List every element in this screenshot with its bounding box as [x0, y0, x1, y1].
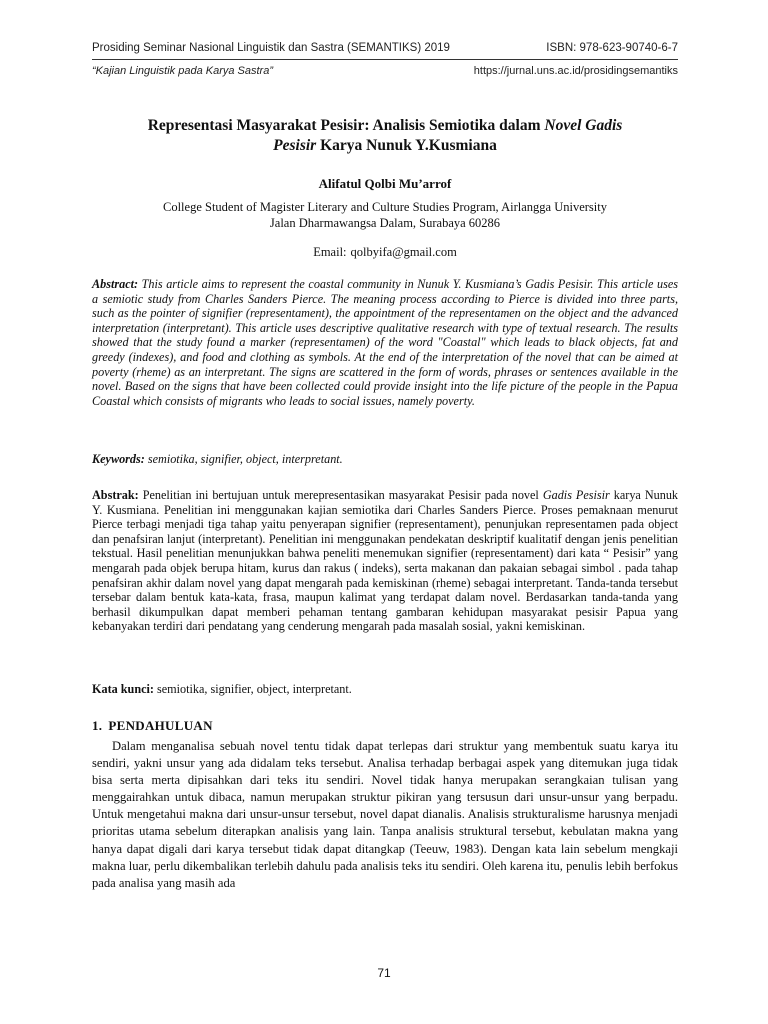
keywords-label: Keywords:: [92, 452, 145, 466]
kata-kunci-label: Kata kunci:: [92, 682, 154, 696]
author-email: [92, 245, 678, 260]
title-text-1: Representasi Masyarakat Pesisir: Analisis Semiotika dalam: [147, 117, 545, 134]
affiliation-line-2: Jalan Dharmawangsa Dalam, Surabaya 60286: [269, 216, 501, 230]
abstract-label: Abstract:: [92, 277, 139, 291]
paper-title: [92, 116, 678, 156]
running-subheader: [92, 65, 678, 77]
abstrak-text-2: karya Nunuk Y. Kusmiana. Penelitian ini menggunakan kajian semiotika dari Charles Sanders Pierce. Proses pemaknaan menurut Pierce terbagi menjadi tiga tahap yaitu penyerapan signifier (representament), penunjukan representamen pada object dan penafsiran lanjut (interpretant). Penelitian ini menggunakan pendekatan deskriptif kualitatif dengan jenis penelitian tekstual. Hasil penelitian menunjukkan bahwa peneliti menemukan signifier (representament) dari kata “ Pesisir” yang mengarah pada objek berupa hitam, kurus dan rakus ( indeks), serta makanan dan pakaian sebagai simbol . pada tahap penafsiran akhir dalam novel yang dapat mengarah pada kemiskinan (rheme) sebagai interpretant. Tanda-tanda tersebut tersebar dalam bentuk kata-kata, frasa, maupun kalimat yang terdapat dalam novel. Berdasarkan tanda-tanda yang berhasil dikumpulkan dapat memberi pehaman tentang gambaran kehidupan masyarakat pesisir Papua yang kebanyakan terdiri dari pendatang yang cenderung mengarah pada masalah sosial, yakni kemiskinan.: [92, 488, 679, 634]
abstrak-text-1: Penelitian ini bertujuan untuk merepresentasikan masyarakat Pesisir pada novel: [142, 488, 543, 502]
keywords-indonesian: [92, 682, 678, 697]
isbn: ISBN: 978-623-90740-6-7: [546, 42, 678, 54]
section-number: 1.: [92, 718, 103, 733]
proceedings-title: Prosiding Seminar Nasional Linguistik dan Sastra (SEMANTIKS) 2019: [92, 42, 450, 54]
email-label: Email:: [313, 245, 347, 259]
running-header: [92, 42, 678, 54]
email-address[interactable]: qolbyifa@gmail.com: [350, 245, 457, 259]
author-affiliation: [92, 199, 678, 231]
keywords-english: [92, 452, 678, 467]
abstrak-label: Abstrak:: [92, 488, 139, 502]
abstrak-italic: Gadis Pesisir: [542, 488, 610, 502]
header-rule: [92, 59, 678, 60]
section-heading: [92, 718, 678, 734]
affiliation-line-1: College Student of Magister Literary and Culture Studies Program, Airlangga University: [162, 200, 607, 214]
abstract-text: This article aims to represent the coastal community in Nunuk Y. Kusmiana’s Gadis Pesisir. This article uses a semiotic study from Charles Sanders Pierce. The meaning process according to Pierce is divided into three parts, such as the pointer of signifier (representament), the appointment of the representamen on the object and the advanced interpretation (interpretant). This article uses descriptive qualitative research with type of textual research. The results showed that the study found a marker (representamen) of the word "Coastal" which leads to black objects, fat and greedy (indexes), and food and clothing as symbols. At the end of the interpretation of the novel that can be aimed at poverty (rheme) as an interpretant. The signs are scattered in the form of words, phrases or sentences available in the novel. Based on the signs that have been collected could provide insight into the life picture of the people in the Papua Coastal which consists of migrants who leads to social issues, namely poverty.: [92, 277, 678, 408]
title-italic-2: Pesisir: [273, 137, 317, 154]
section-title: PENDAHULUAN: [108, 718, 213, 733]
abstract-indonesian: [92, 488, 678, 634]
author-name: Alifatul Qolbi Mu’arrof: [318, 176, 452, 191]
proceedings-url[interactable]: https://jurnal.uns.ac.id/prosidingsemantiks: [473, 65, 678, 77]
page-number: 71: [377, 966, 391, 980]
body-paragraph: Dalam menganalisa sebuah novel tentu tidak dapat terlepas dari struktur yang membentuk suatu karya itu sendiri, yakni unsur yang ada didalam teks tersebut. Analisa terhadap berbagai aspek yang ditemukan juga tidak bisa serta merta dipisahkan dari teks itu sendiri. Novel tidak hanya merupakan serangkaian tulisan yang menggairahkan untuk dibaca, namun merupakan struktur pikiran yang tersusun dari unsur-unsur yang berpadu. Untuk mengetahui makna dari unsur-unsur tersebut, novel dapat dianalis. Analisis strukturalisme harusnya menjadi prioritas utama sebelum diterapkan analisis yang lain. Tanpa analisis struktural tersebut, kebulatan makna yang hanya dapat digali dari karya tersebut tidak dapat ditangkap (Teeuw, 1983). Dengan kata lain sebelum mengkaji makna luar, perlu dikembalikan terlebih dahulu pada analisis teks itu sendiri. Oleh karena itu, penulis lebih berfokus pada analisa yang masih ada: [92, 739, 678, 890]
proceedings-theme: “Kajian Linguistik pada Karya Sastra”: [92, 65, 273, 77]
title-text-2: Karya Nunuk Y.Kusmiana: [316, 137, 497, 154]
abstract-english: [92, 277, 678, 408]
keywords-text: semiotika, signifier, object, interpretant.: [147, 452, 343, 466]
title-italic-1: Novel Gadis: [544, 117, 623, 134]
kata-kunci-text: semiotika, signifier, object, interpretant.: [157, 682, 352, 696]
